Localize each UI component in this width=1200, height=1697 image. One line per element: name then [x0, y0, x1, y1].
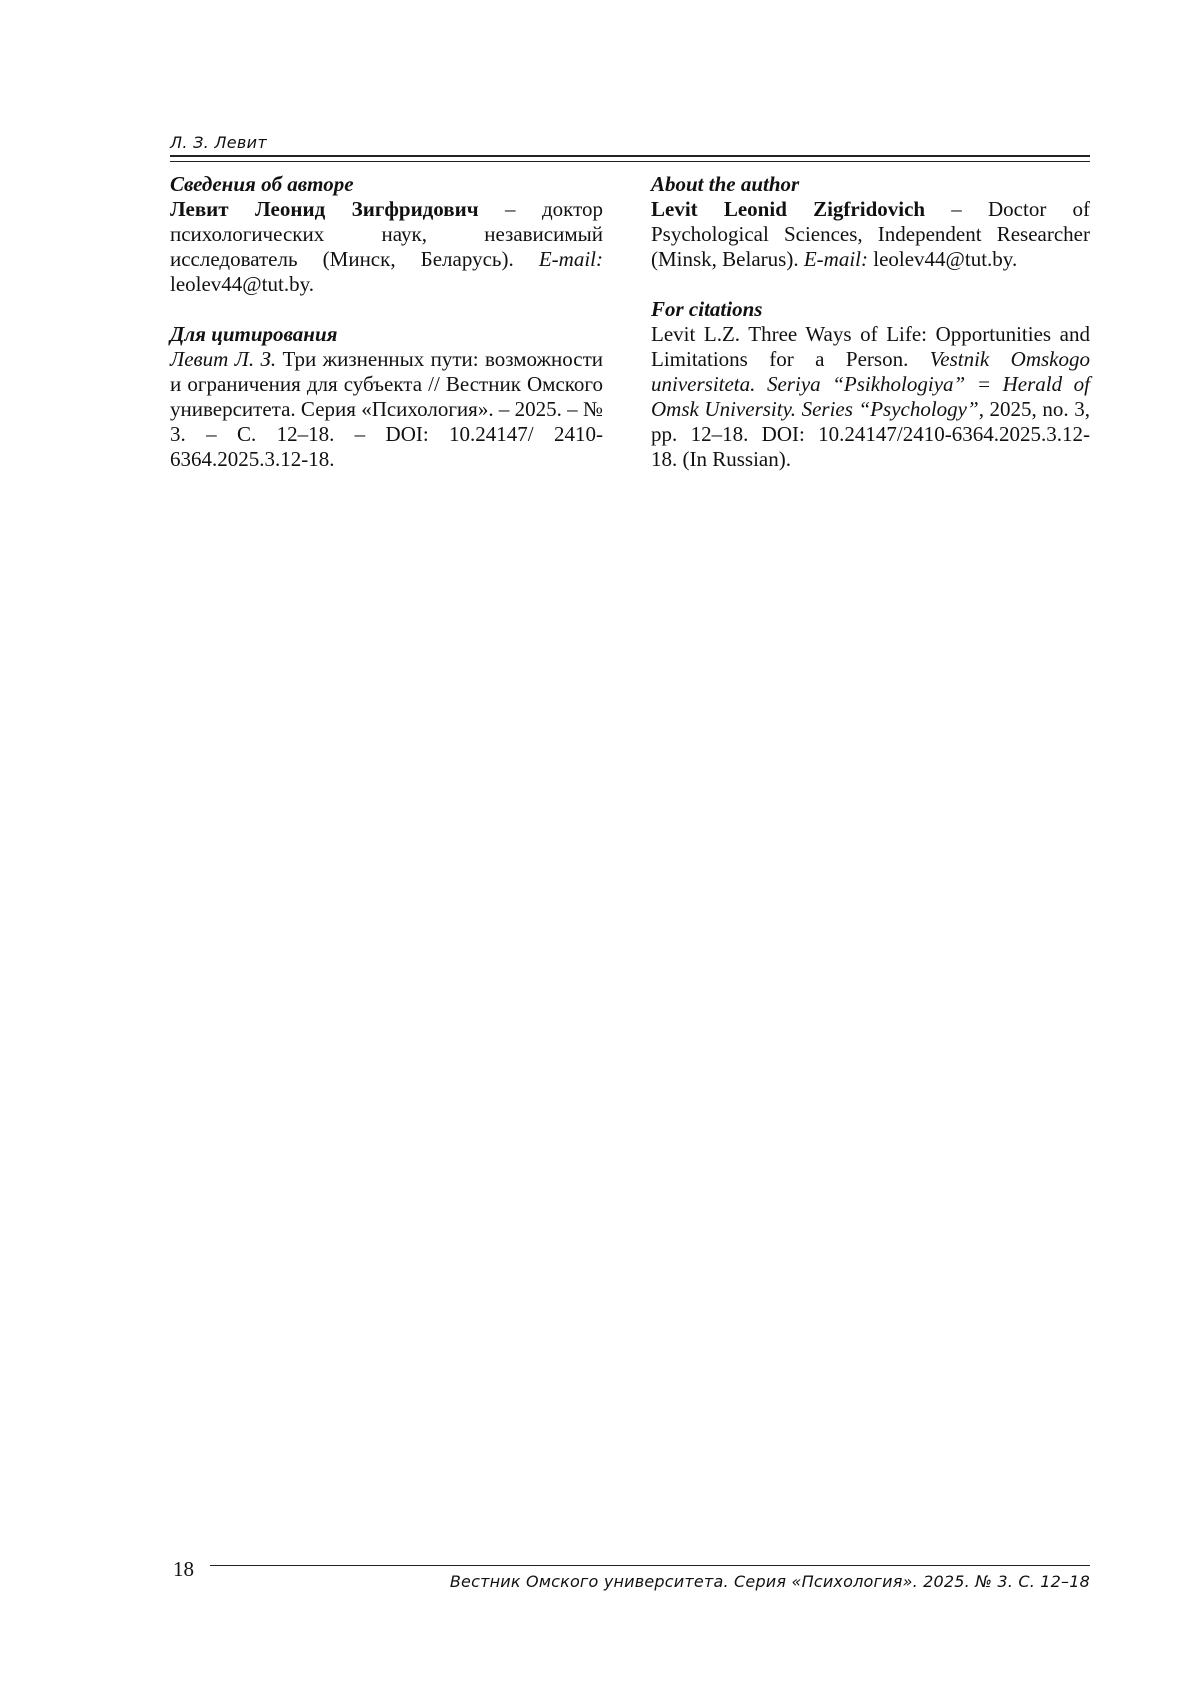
running-head: Л. З. Левит	[170, 133, 267, 152]
citation-author: Левит Л. З.	[170, 347, 277, 371]
author-info-heading: Сведения об авторе	[170, 172, 354, 196]
citation-text: Три жизненных пути: возможности и ограничения для субъекта // Вестник Омского университета. Серия «Психология». – 2025. – № 3. – С. 12–18. – DOI: 10.24147/ 2410-6364.2025.3.12-18.	[170, 347, 603, 471]
page-number: 18	[173, 1557, 194, 1581]
citation-text-end: , 2025, no. 3, pp. 12–18. DOI: 10.24147/2410-6364.2025.3.12-18. (In Russian).	[651, 397, 1091, 471]
author-info-paragraph	[170, 197, 603, 297]
spacer	[651, 272, 1090, 297]
spacer	[170, 297, 603, 322]
author-name: Левит Леонид Зигфридович	[170, 197, 479, 221]
citation-text-start: Levit L.Z. Three Ways of Life: Opportunities and Limitations for a Person.	[651, 322, 1090, 371]
citation-heading: Для цитирования	[170, 322, 338, 346]
citation-journal: Vestnik Omskogo universiteta. Seriya “Psikhologiya” = Herald of Omsk University. Series “Psychology”	[651, 347, 1090, 421]
email-address: leolev44@tut.by.	[170, 272, 314, 296]
author-description: – доктор психологических наук, независимый исследователь (Минск, Беларусь).	[170, 197, 603, 271]
author-info-paragraph	[651, 197, 1090, 272]
left-column-russian	[170, 172, 603, 472]
footer-rule	[210, 1565, 1090, 1566]
footer-journal-reference: Вестник Омского университета. Серия «Психология». 2025. № 3. С. 12–18	[449, 1572, 1090, 1591]
email-address: leolev44@tut.by.	[867, 247, 1018, 271]
email-label: E-mail:	[803, 247, 868, 271]
header-rule	[170, 155, 1090, 162]
right-column-english	[651, 172, 1090, 472]
email-label: E-mail:	[538, 247, 603, 271]
citation-heading: For citations	[651, 297, 763, 321]
author-name: Levit Leonid Zigfridovich	[651, 197, 926, 221]
citation-paragraph	[170, 347, 603, 472]
author-info-heading: About the author	[651, 172, 800, 196]
author-description: – Doctor of Psychological Sciences, Independent Researcher (Minsk, Belarus).	[651, 197, 1091, 271]
citation-paragraph	[651, 322, 1090, 472]
